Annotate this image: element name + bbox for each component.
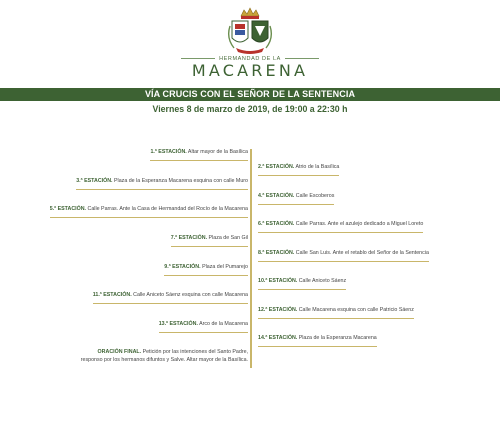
station-2: [258, 164, 339, 176]
station-number: ORACIÓN FINAL.: [97, 349, 142, 355]
page-title: VÍA CRUCIS CON EL SEÑOR DE LA SENTENCIA: [0, 88, 500, 101]
station-number: 13.ª ESTACIÓN.: [158, 321, 198, 327]
station-13: [159, 321, 248, 333]
station-text: Plaza de la Esperanza Macarena: [297, 335, 377, 341]
hermandad-crest-icon: [226, 6, 274, 56]
station-14: [258, 335, 377, 347]
station-text: Arco de la Macarena: [197, 321, 248, 327]
final-prayer: [81, 349, 248, 367]
station-number: 14.ª ESTACIÓN.: [258, 335, 298, 341]
brand-small-text: HERMANDAD DE LA: [219, 56, 281, 62]
station-text: Plaza del Pumarejo: [200, 264, 248, 270]
station-4: [258, 193, 334, 205]
station-6: [258, 221, 423, 233]
station-8: [258, 250, 429, 262]
station-10: [258, 278, 346, 290]
brand-rule-left: [181, 58, 215, 59]
station-3: [76, 178, 248, 190]
station-text: Petición por las intenciones del Santo Padre,: [141, 349, 248, 355]
station-text: Calle Aniceto Sáenz: [297, 278, 347, 284]
station-number: 3.ª ESTACIÓN.: [76, 178, 113, 184]
station-number: 4.ª ESTACIÓN.: [258, 193, 295, 199]
station-number: 8.ª ESTACIÓN.: [258, 250, 295, 256]
station-number: 1.ª ESTACIÓN.: [150, 149, 187, 155]
station-11: [93, 292, 248, 304]
station-text: Altar mayor de la Basílica: [186, 149, 248, 155]
event-date: Viernes 8 de marzo de 2019, de 19:00 a 22:30 h: [152, 104, 348, 114]
station-text: Calle Escoberos: [294, 193, 335, 199]
station-text: Atrio de la Basílica: [294, 164, 340, 170]
station-number: 7.ª ESTACIÓN.: [170, 235, 208, 241]
station-9: [164, 264, 248, 276]
brand-rule-right: [285, 58, 319, 59]
station-number: 11.ª ESTACIÓN.: [92, 292, 132, 298]
station-text: Calle Macarena esquina con calle Patricio Sáenz: [297, 307, 414, 313]
station-number: 12.ª ESTACIÓN.: [258, 307, 298, 313]
station-text: Plaza de San Gil: [207, 235, 248, 241]
station-text: Calle San Luis. Ante el retablo del Señor de la Sentencia: [294, 250, 429, 256]
column-divider: [250, 149, 252, 368]
station-text: Calle Parras. Ante el azulejo dedicado a Miguel Loreto: [294, 221, 424, 227]
station-number: 6.ª ESTACIÓN.: [258, 221, 295, 227]
station-12: [258, 307, 414, 319]
station-text: Plaza de la Esperanza Macarena esquina con calle Muro: [112, 178, 248, 184]
station-5: [50, 206, 248, 218]
brand-name: MACARENA: [191, 61, 309, 80]
station-7: [171, 235, 248, 247]
station-text-continued: responso por los hermanos difuntos y Salve. Altar mayor de la Basílica.: [80, 356, 248, 363]
station-1: [150, 149, 248, 161]
station-text: Calle Aniceto Sáenz esquina con calle Macarena: [131, 292, 248, 298]
station-number: 9.ª ESTACIÓN.: [164, 264, 201, 270]
station-number: 5.ª ESTACIÓN.: [49, 206, 87, 212]
station-number: 2.ª ESTACIÓN.: [258, 164, 295, 170]
station-number: 10.ª ESTACIÓN.: [258, 278, 298, 284]
station-text: Calle Parras. Ante la Casa de Hermandad del Rocío de la Macarena: [86, 206, 248, 212]
